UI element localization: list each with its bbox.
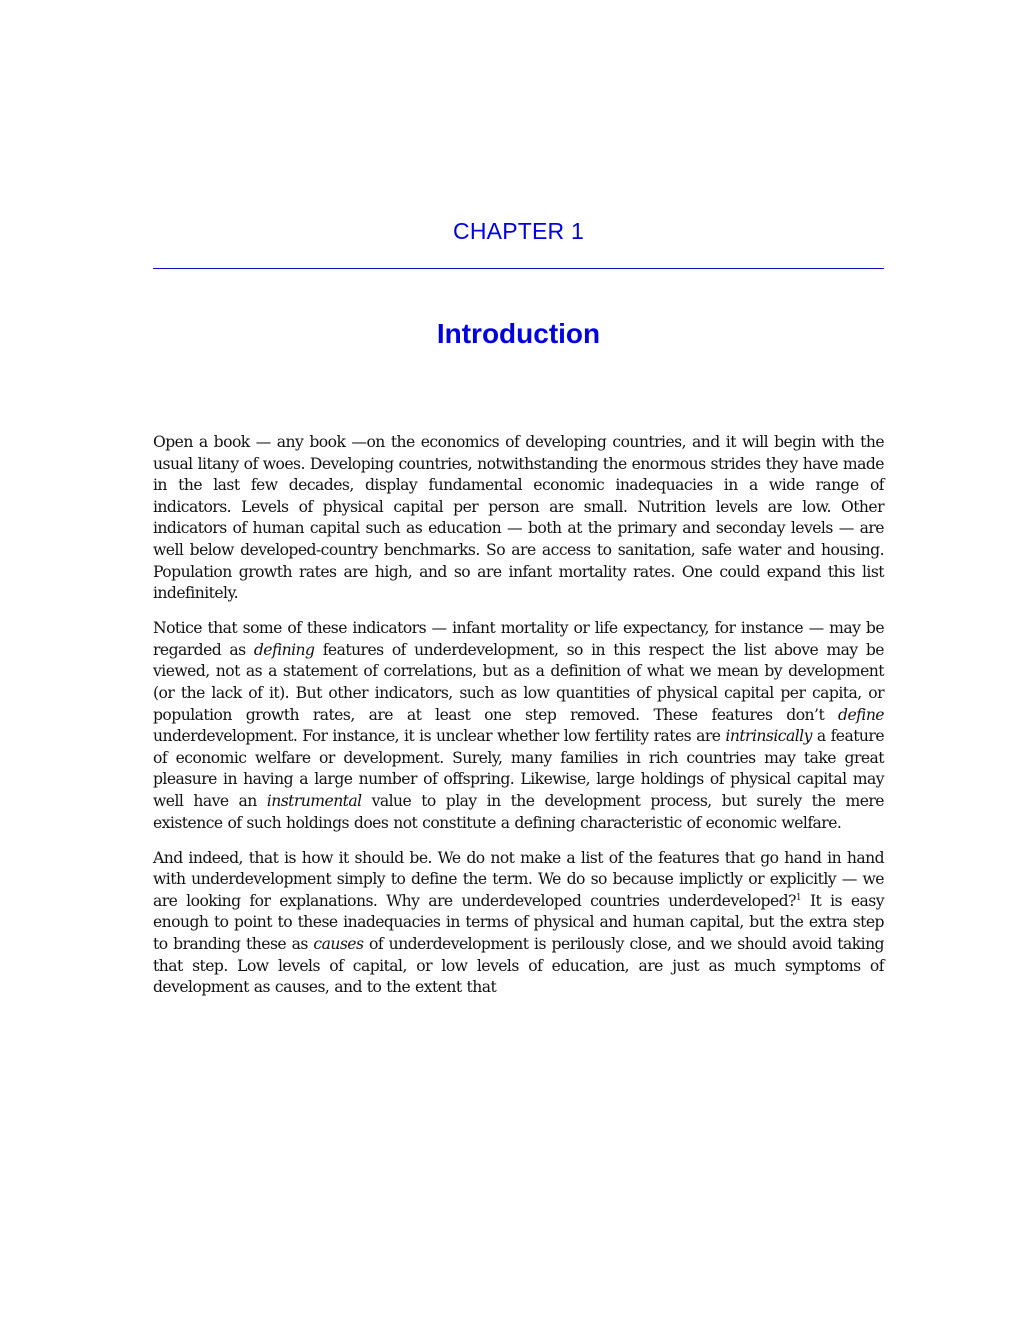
paragraph-3 bbox=[153, 848, 884, 999]
text-run: a feature of economic welfare or development. Surely, many families in rich countries may take great pleasure in having a large number of offspring. Likewise, large holdings of physical capital may well have an bbox=[153, 727, 885, 810]
emphasis-text: defining bbox=[253, 640, 315, 659]
emphasis-text: instrumental bbox=[266, 792, 362, 810]
chapter-title: Introduction bbox=[436, 318, 601, 349]
text-run: of underdevelopment is perilously close, and we should avoid taking that step. Low levels of capital, or low levels of education, are just as much symptoms of development as causes, and to the extent that bbox=[153, 935, 884, 997]
emphasis-text: intrinsically bbox=[725, 727, 812, 746]
chapter-divider bbox=[153, 268, 884, 269]
footnote-marker: 1 bbox=[795, 892, 802, 903]
text-run: features of underdevelopment, so in this respect the list above may be viewed, not as a statement of correlations, but as a definition of what we mean by development (or the lack of it). But other indicators, such as low quantities of physical capital per capita, or population growth rates, are at least one step removed. These features don’t bbox=[153, 640, 884, 724]
text-run: Notice that some of these indicators — infant mortality or life expectancy, for instance — may be regarded as bbox=[153, 619, 884, 659]
paragraph-1 bbox=[153, 432, 884, 605]
text-run: underdevelopment. For instance, it is unclear whether low fertility rates are bbox=[153, 727, 726, 746]
text-run: value to play in the development process, but surely the mere existence of such holdings does not constitute a defining characteristic of economic welfare. bbox=[153, 792, 884, 832]
emphasis-text: define bbox=[838, 705, 884, 724]
text-run: Open a book — any book —on the economics of developing countries, and it will begin with the usual litany of woes. Developing countries, notwithstanding the enormous strides they have made in the last few decades, display fundamental economic inadequacies in a wide range of indicators. Levels of physical capital per person are small. Nutrition levels are low. Other indicators of human capital such as education — both at the primary and seconday levels — are well below developed-country benchmarks. So are access to sanitation, safe water and housing. Population growth rates are high, and so are infant mortality rates. One could expand this list indefinitely. bbox=[153, 433, 884, 603]
text-run: And indeed, that is how it should be. We do not make a list of the features that go hand in hand with underdevelopment simply to define the term. We do so because implictly or explicitly — we are looking for explanations. Why are underdeveloped countries underdeveloped? bbox=[153, 848, 884, 910]
text-run: It is easy enough to point to these inadequacies in terms of physical and human capital, but the extra step to branding these as bbox=[153, 891, 884, 954]
emphasis-text: causes bbox=[313, 935, 364, 954]
chapter-label: CHAPTER 1 bbox=[453, 218, 584, 244]
body-text bbox=[153, 432, 884, 1012]
paragraph-2 bbox=[153, 618, 884, 834]
